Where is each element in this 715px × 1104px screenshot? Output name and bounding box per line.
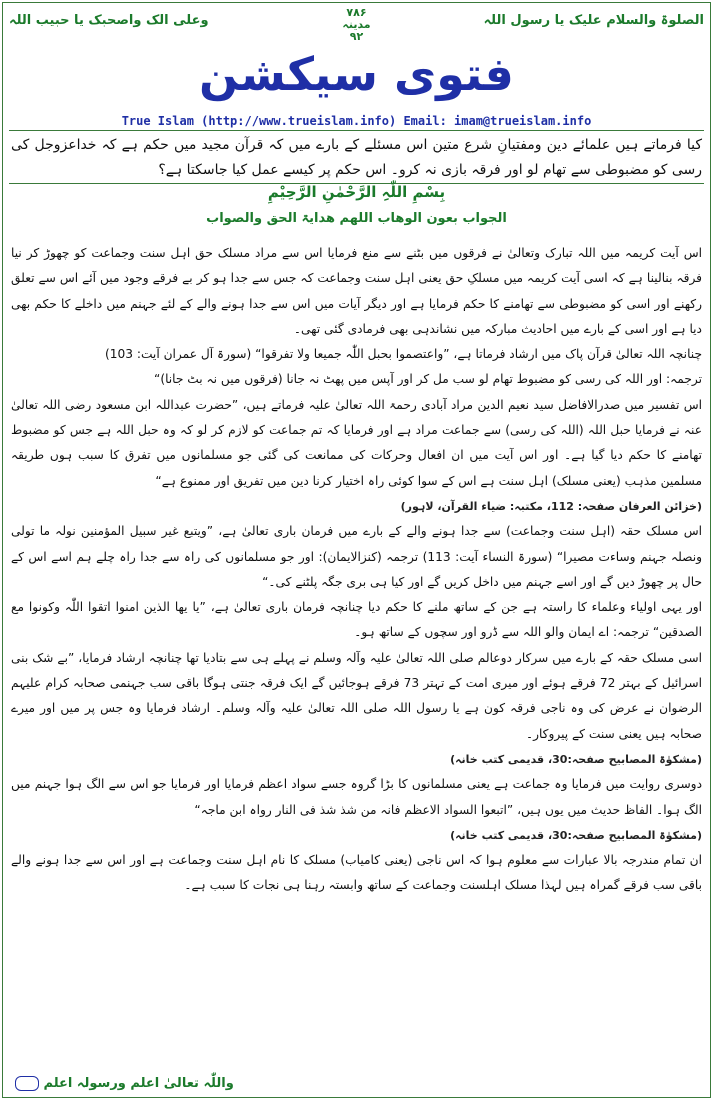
reference: (مشکوٰۃ المصابیح صفحہ:30، قدیمی کتب خانہ) xyxy=(450,752,702,766)
paragraph: اور یہی اولیاء وعلماء کا راستہ ہے جن کے ساتھ ملنے کا حکم دیا چنانچہ فرمان باری تعالیٰ ہے، ”یا یھا الذین امنوا اتقوا اللّٰہ وکونوا مع الصدقین“ ترجمہ: اے ایمان والو اللہ سے ڈرو اور سچوں کے ساتھ ہو۔ xyxy=(11,600,702,640)
answer-heading: الجواب بعون الوھاب اللھم ھدایۃ الحق والصواب xyxy=(206,211,507,226)
bismillah: بِسْمِ اللّٰہِ الرَّحْمٰنِ الرَّحِیْمِ xyxy=(267,183,446,201)
paragraph: اسی مسلک حقہ کے بارے میں سرکار دوعالم صلی اللہ تعالیٰ علیہ وآلہ وسلم نے پہلے ہی سے بتادیا تھا چنانچہ ارشاد فرمایا، ”بے شک بنی اسرائیل کے بہتر 72 فرقے ہوئے اور میری امت کے تہتر 73 فرقے ہوجائیں گے ایک فرقہ جنتی ہوگا باقی سب جہنمی صحابہ کرام علیہم الرضوان نے عرض کی وہ ناجی فرقہ کون ہے یا رسول اللہ صلی اللہ تعالیٰ علیہ وآلہ وسلم۔ ارشاد فرمایا وہ جس پر میں اور میرے صحابہ ہیں یعنی سنت کے پیروکار۔ xyxy=(11,650,702,741)
fatwa-page xyxy=(2,2,711,1098)
reference: (خزائن العرفان صفحہ: 112، مکتبہ: ضیاء القرآن، لاہور) xyxy=(400,499,702,513)
paragraph: ان تمام مندرجہ بالا عبارات سے معلوم ہوا کہ اس ناجی (یعنی کامیاب) مسلک کا نام اہل سنت وجماعت ہے اور اس سے جدا ہونے والے باقی سب فرقے گمراہ ہیں لہذا مسلک اہلسنت وجماعت کے ساتھ وابستہ رہنا ہی نجات کا سبب ہے۔ xyxy=(11,853,702,893)
paragraph: اس تفسیر میں صدرالافاضل سید نعیم الدین مراد آبادی رحمۃ اللہ تعالیٰ علیہ فرماتے ہیں، ”حضرت عبداللہ ابن مسعود رضی اللہ تعالیٰ عنہ نے فرمایا حبل اللہ (اللہ کی رسی) سے جماعت مراد ہے اور فرمایا کہ تم جماعت کو لازم کر لو کہ وہ حبل اللہ ہے جس کو مضبوط تھامنے کا حکم دیا گیا ہے۔ اور اس آیت میں ان افعال وحرکات کی ممانعت کی گئی جو مسلمانوں میں تفرق کا سبب ہوں طریقہ مسلمین مذہب (یعنی مسلک) اہل سنت ہے اس کے سوا کوئی راہ اختیار کرنا دین میں تفریق اور ممنوع ہے“ xyxy=(11,397,702,488)
issue-number: ۷۸۶ xyxy=(346,6,367,19)
paragraph: اس آیت کریمہ میں اللہ تبارک وتعالیٰ نے فرقوں میں بٹنے سے منع فرمایا اس سے مراد مسلک حق اہل سنت وجماعت کو چھوڑ کر نیا فرقہ بنالینا ہے کہ اسی آیت کریمہ میں مسلکِ حق یعنی اہل سنت وجماعت کہ جس سے جدا ہو کر بے فرقے وجود میں آئے اس سے تعلق رکھنے اور اسی کو مضبوطی سے تھامنے کا حکم فرمایا ہے اور دیگر آیات میں اس سے جدا ہونے والے کے لئے جہنم میں داخلے کا حکم بھی دیا ہے اور اسی کے بارے میں احادیث مبارکہ میں نشاندہی بھی فرمادی گئی تھی۔ xyxy=(11,246,702,336)
header-bar xyxy=(9,7,704,43)
reference: (مشکوٰۃ المصابیح صفحہ:30، قدیمی کتب خانہ) xyxy=(450,828,702,842)
divider xyxy=(9,130,704,131)
paragraph: اس مسلک حقہ (اہل سنت وجماعت) سے جدا ہونے والے کے بارے میں فرمان باری تعالیٰ ہے، ”ویتبع غیر سبیل المؤمنین نولہ ما تولی ونصلہ جہنم وساءت مصیرا“ (سورۃ النساء آیت: 113) ترجمہ (کنزالایمان): اور جو مسلمانوں کی راہ سے جدا راہ چلے ہم اسے اس کے حال پر چھوڑ دیں گے اور اسے جہنم میں داخل کریں گے اور کیا ہی بری جگہ پلٹنے کی۔“ xyxy=(11,524,702,589)
seal-icon xyxy=(15,1076,39,1091)
closing-line xyxy=(11,1076,702,1091)
salutation-right: الصلوۃ والسلام علیک یا رسول اللہ xyxy=(483,13,704,28)
answer-body xyxy=(11,241,702,899)
salutation-left: وعلی الک واصحبک یا حبیب اللہ xyxy=(9,13,209,28)
paragraph: دوسری روایت میں فرمایا وہ جماعت ہے یعنی مسلمانوں کا بڑا گروہ جسے سواد اعظم فرمایا اور فرمایا جو اس سے الگ ہوا جہنم میں الگ ہوا۔ الفاظ حدیث میں یوں ہیں، ”اتبعوا السواد الاعظم فانہ من شذ شذ فی النار رواہ ابن ماجہ“ xyxy=(11,777,702,817)
paragraph: ترجمہ: اور اللہ کی رسی کو مضبوط تھام لو سب مل کر اور آپس میں پھٹ نہ جانا (فرقوں میں نہ بٹ جانا)“ xyxy=(154,372,702,387)
issue-block xyxy=(342,7,370,43)
page-title: فتوی سیکشن xyxy=(199,47,514,101)
closing-text: واللّٰہ تعالیٰ اعلم ورسولہ اعلم xyxy=(43,1076,234,1091)
contact-line: True Islam (http://www.trueislam.info) Email: imam@trueislam.info xyxy=(121,114,592,128)
question-text: کیا فرماتے ہیں علمائے دین ومفتیانِ شرع متین اس مسئلے کے بارے میں کہ قرآن مجید میں حکم ہے کہ خداعزوجل کی رسی کو مضبوطی سے تھام لو اور فرقہ بازی نہ کرو۔ اس حکم پر کیسے عمل کیا جاسکتا ہے؟ xyxy=(11,137,702,178)
paragraph: چنانچہ اللہ تعالیٰ قرآن پاک میں ارشاد فرماتا ہے، ”واعتصموا بحبل اللّٰہ جمیعا ولا تفرقوا“ (سورۃ آل عمران آیت: 103) xyxy=(104,347,702,362)
issue-year: ۹۲ xyxy=(349,30,364,43)
issue-city: مدینہ xyxy=(342,18,371,31)
